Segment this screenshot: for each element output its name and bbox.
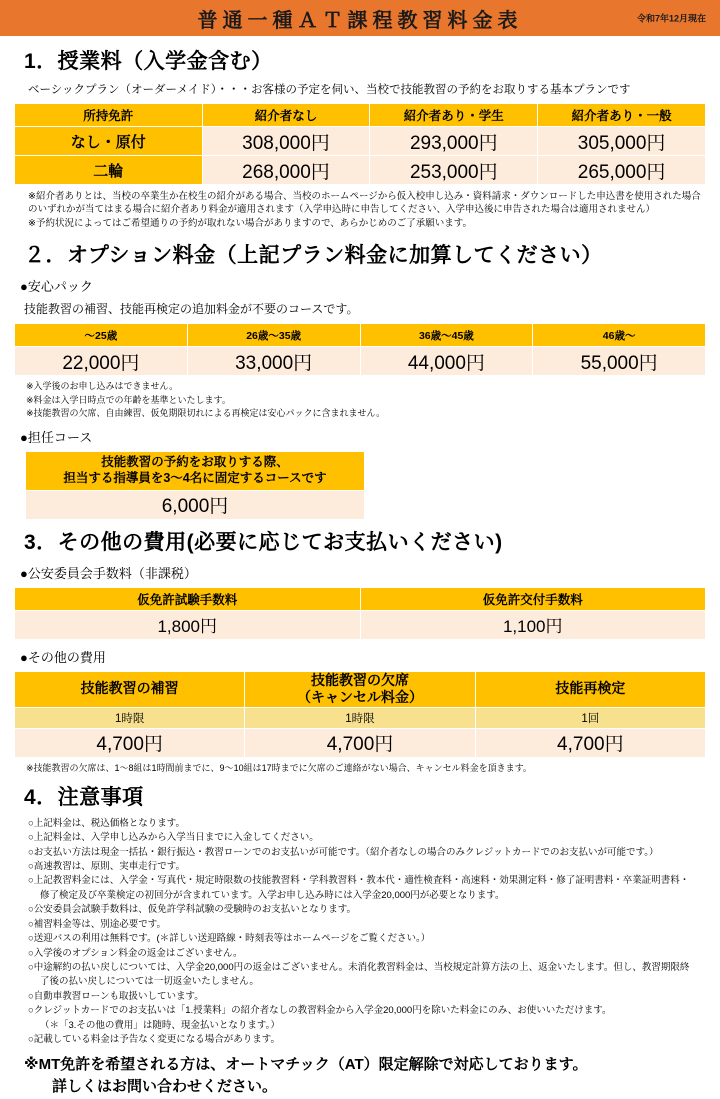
col-header-age-46plus: 46歳～	[533, 324, 706, 347]
table-row	[15, 156, 706, 185]
note-item: ○記載している料金は予告なく変更になる場合があります。	[28, 1034, 280, 1046]
mt-notice-line2: 詳しくはお問い合わせください。	[52, 1078, 278, 1096]
table-row	[15, 728, 706, 757]
mt-license-notice	[24, 1054, 706, 1099]
other-fee-bullet: ●その他の費用	[20, 649, 106, 665]
unit-cell: 1時限	[15, 707, 245, 728]
table-row	[15, 347, 706, 376]
anshin-pack-bullet: ●安心パック	[20, 279, 93, 295]
note-item: ○上記料金は、入学申し込みから入学当日までに入金してください。	[28, 832, 319, 844]
table-header-row	[15, 587, 706, 610]
price-cell: 44,000円	[360, 347, 533, 376]
table-unit-row	[15, 707, 706, 728]
section4-notes-list	[28, 817, 706, 1048]
section3-heading: 3．その他の費用(必要に応じてお支払いください)	[24, 530, 503, 554]
effective-date: 令和7年12月現在	[636, 13, 706, 24]
price-cell: 4,700円	[15, 728, 245, 757]
section4-heading: 4．注意事項	[24, 785, 144, 809]
anshin-pack-description: 技能教習の補習、技能再検定の追加料金が不要のコースです。	[24, 302, 359, 317]
price-cell: 6,000円	[26, 490, 365, 519]
document-body	[0, 45, 720, 1099]
header-line1: 技能教習の欠席	[310, 671, 409, 688]
note-item: （＊「3.その他の費用」は随時、現金払いとなります。）	[40, 1019, 280, 1031]
col-header-referral-student: 紹介者あり・学生	[370, 104, 538, 127]
col-header-absence-cancel	[245, 671, 475, 707]
price-cell: 253,000円	[370, 156, 538, 185]
col-header-license: 所持免許	[15, 104, 203, 127]
note-item: ○補習料金等は、別途必要です。	[28, 918, 166, 930]
note-item: ○中途解約の払い戻しについては、入学金20,000円の返金はございません。未消化教習料金は、当校規定計算方法の上、返金いたします。但し、教習期限終	[28, 962, 690, 974]
price-cell: 4,700円	[475, 728, 705, 757]
note-item: ○高速教習は、原則、実車走行です。	[28, 860, 185, 872]
note-item: ○上記教習料金には、入学金・写真代・規定時限数の技能教習料・学科教習料・教本代・適性検査料・高速料・効果測定料・修了証明書料・卒業証明書料・	[28, 875, 690, 887]
table-header-row	[15, 104, 706, 127]
table-header-row	[15, 671, 706, 707]
note-line: ※技能教習の欠席は、1～8組は1時間前までに、9～10組は17時までに欠席のご連絡がない場合、キャンセル料金を頂きます。	[26, 762, 532, 773]
price-cell: 1,100円	[360, 610, 706, 639]
section1-lead-text: ベーシックプラン（オーダーメイド）・・・お客様の予定を伺い、当校で技能教習の予約をお取りする基本プランです	[28, 84, 631, 96]
other-fee-table	[14, 671, 706, 758]
col-header-no-referral: 紹介者なし	[202, 104, 370, 127]
note-item: ○入学後のオプション料金の返金はございません。	[28, 947, 243, 959]
row-label-none-moped: なし・原付	[15, 127, 203, 156]
col-header-retest	[475, 671, 705, 707]
note-item: ○送迎バスの利用は無料です。(＊詳しい送迎路線・時刻表等はホームページをご覧ください。）	[28, 933, 431, 945]
note-item: 修了検定及び卒業検定の初回分が含まれています。入学お申し込み時には入学金20,000円が必要となります。	[40, 889, 505, 901]
col-header-makeup-lesson	[15, 671, 245, 707]
price-cell: 268,000円	[202, 156, 370, 185]
price-cell: 33,000円	[187, 347, 360, 376]
note-line: ※技能教習の欠席、自由練習、仮免期限切れによる再検定は安心パックに含まれません。	[26, 407, 386, 418]
header-line1: 技能再検定	[555, 680, 626, 697]
section1-heading: 1．授業料（入学金含む）	[24, 50, 273, 73]
tannin-course-table	[25, 451, 365, 520]
kouan-fee-table	[14, 587, 706, 640]
col-header-provisional-issue-fee: 仮免許交付手数料	[360, 587, 706, 610]
col-header-age-36-45: 36歳～45歳	[360, 324, 533, 347]
unit-cell: 1時限	[245, 707, 475, 728]
unit-cell: 1回	[475, 707, 705, 728]
col-header-provisional-exam-fee: 仮免許試験手数料	[15, 587, 361, 610]
note-line: ※紹介者ありとは、当校の卒業生か在校生の紹介がある場合、当校のホームページから仮入校申し込み・資料請求・ダウンロードした申込書を使用された場合のいずれかが当てはまる場合に紹介者あり料金が適用されます（入学申込時に申告してください、入学申込後に申告された場合は適用されません）	[28, 191, 701, 216]
kouan-fee-bullet: ●公安委員会手数料（非課税）	[20, 565, 197, 581]
note-item: 了後の払い戻しについては一切返金いたしません。	[40, 976, 259, 988]
section1-notes	[28, 190, 706, 230]
note-line: ※料金は入学日時点での年齢を基準といたします。	[26, 394, 231, 405]
tannin-course-bullet: ●担任コース	[20, 429, 93, 445]
note-item: ○お支払い方法は現金一括払・銀行振込・教習ローンでのお支払いが可能です。（紹介者なしの場合のみクレジットカードでのお支払いが可能です。）	[28, 846, 659, 858]
note-line: ※予約状況によってはご希望通りの予約が取れない場合がありますので、あらかじめのご了承願います。	[28, 217, 473, 229]
note-item: ○公安委員会試験手数料は、仮免許学科試験の受験時のお支払いとなります。	[28, 904, 356, 916]
tannin-header-line2: 担当する指導員を3～4名に固定するコースです	[63, 470, 327, 485]
other-fee-note	[26, 762, 706, 775]
col-header-referral-general: 紹介者あり・一般	[538, 104, 706, 127]
price-cell: 305,000円	[538, 127, 706, 156]
price-cell: 4,700円	[245, 728, 475, 757]
table-row	[15, 610, 706, 639]
note-item: ○上記料金は、税込価格となります。	[28, 817, 185, 829]
tannin-course-header	[26, 451, 365, 490]
mt-notice-line1: ※MT免許を希望される方は、オートマチック（AT）限定解除で対応しております。	[24, 1055, 588, 1073]
header-line2: （キャンセル料金）	[296, 689, 423, 706]
note-item: ○自動車教習ローンも取扱いしています。	[28, 990, 204, 1002]
col-header-age-under25: ～25歳	[15, 324, 188, 347]
header-line1: 技能教習の補習	[80, 680, 179, 697]
table-row	[26, 490, 365, 519]
row-label-motorcycle: 二輪	[15, 156, 203, 185]
anshin-pack-notes	[26, 380, 706, 419]
tuition-table	[14, 103, 706, 185]
page-title: 普通一種ＡＴ課程教習料金表	[197, 9, 523, 32]
price-cell: 265,000円	[538, 156, 706, 185]
price-cell: 293,000円	[370, 127, 538, 156]
table-header-row	[15, 324, 706, 347]
page-header-banner	[0, 0, 720, 36]
tannin-header-line1: 技能教習の予約をお取りする際、	[101, 454, 289, 469]
price-cell: 22,000円	[15, 347, 188, 376]
anshin-pack-table	[14, 323, 706, 376]
note-item: ○クレジットカードでのお支払いは「1.授業料」の紹介者なしの教習料金から入学金20,000円を除いた料金にのみ、お使いいただけます。	[28, 1005, 612, 1017]
table-row	[15, 127, 706, 156]
price-cell: 1,800円	[15, 610, 361, 639]
price-cell: 308,000円	[202, 127, 370, 156]
table-header-row	[26, 451, 365, 490]
price-cell: 55,000円	[533, 347, 706, 376]
col-header-age-26-35: 26歳～35歳	[187, 324, 360, 347]
section2-heading: ２．オプション料金（上記プラン料金に加算してください）	[24, 244, 603, 268]
note-line: ※入学後のお申し込みはできません。	[26, 381, 179, 392]
